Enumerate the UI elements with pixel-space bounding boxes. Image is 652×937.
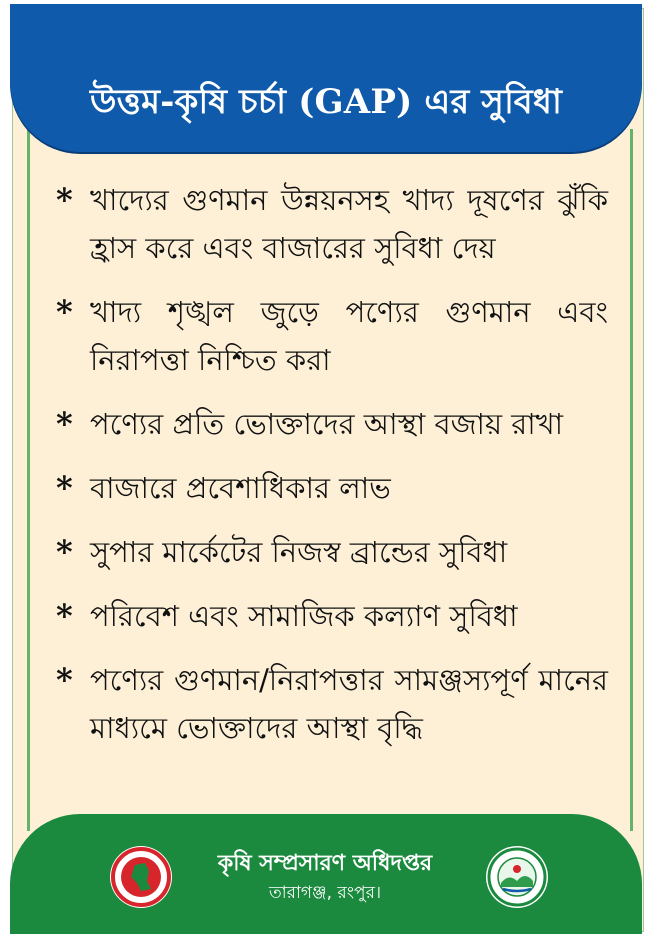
dae-logo-icon [486,846,548,908]
government-seal-graphic [111,847,171,907]
benefit-text: সুপার মার্কেটের নিজস্ব ব্রান্ডের সুবিধা [90,535,508,569]
benefit-text: খাদ্য শৃঙ্খল জুড়ে পণ্যের গুণমান এবং নিরাপত্তা নিশ্চিত করা [90,295,608,377]
bullet-asterisk: * [56,293,73,331]
benefit-text: পণ্যের প্রতি ভোক্তাদের আস্থা বজায় রাখা [90,407,564,441]
benefit-text: পরিবেশ এবং সামাজিক কল্যাণ সুবিধা [90,599,518,633]
benefit-text: পণ্যের গুণমান/নিরাপত্তার সামঞ্জস্যপূর্ণ মানের মাধ্যমে ভোক্তাদের আস্থা বৃদ্ধি [90,663,608,745]
list-item [56,528,608,576]
right-border-rail [630,129,633,831]
government-seal-icon [110,846,172,908]
bullet-asterisk: * [56,533,73,571]
benefit-text: খাদ্যের গুণমান উন্নয়নসহ খাদ্য দূষণের ঝুঁকি হ্রাস করে এবং বাজারের সুবিধা দেয় [90,183,608,265]
bullet-asterisk: * [56,405,73,443]
bullet-asterisk: * [56,469,73,507]
list-item [56,288,608,384]
list-item [56,656,608,752]
page-title: উত্তম-কৃষি চর্চা (GAP) এর সুবিধা [89,82,563,122]
list-item [56,592,608,640]
bullet-asterisk: * [56,661,73,699]
bullet-asterisk: * [56,597,73,635]
dae-logo-graphic [487,847,547,907]
bullet-asterisk: * [56,181,73,219]
list-item [56,400,608,448]
benefits-list [56,176,608,768]
organization-location: তারাগঞ্জ, রংপুর। [268,883,382,903]
benefit-text: বাজারে প্রবেশাধিকার লাভ [90,471,391,505]
list-item [56,176,608,272]
list-item [56,464,608,512]
left-border-rail [27,129,30,831]
organization-name: কৃষি সম্প্রসারণ অধিদপ্তর [217,851,433,876]
